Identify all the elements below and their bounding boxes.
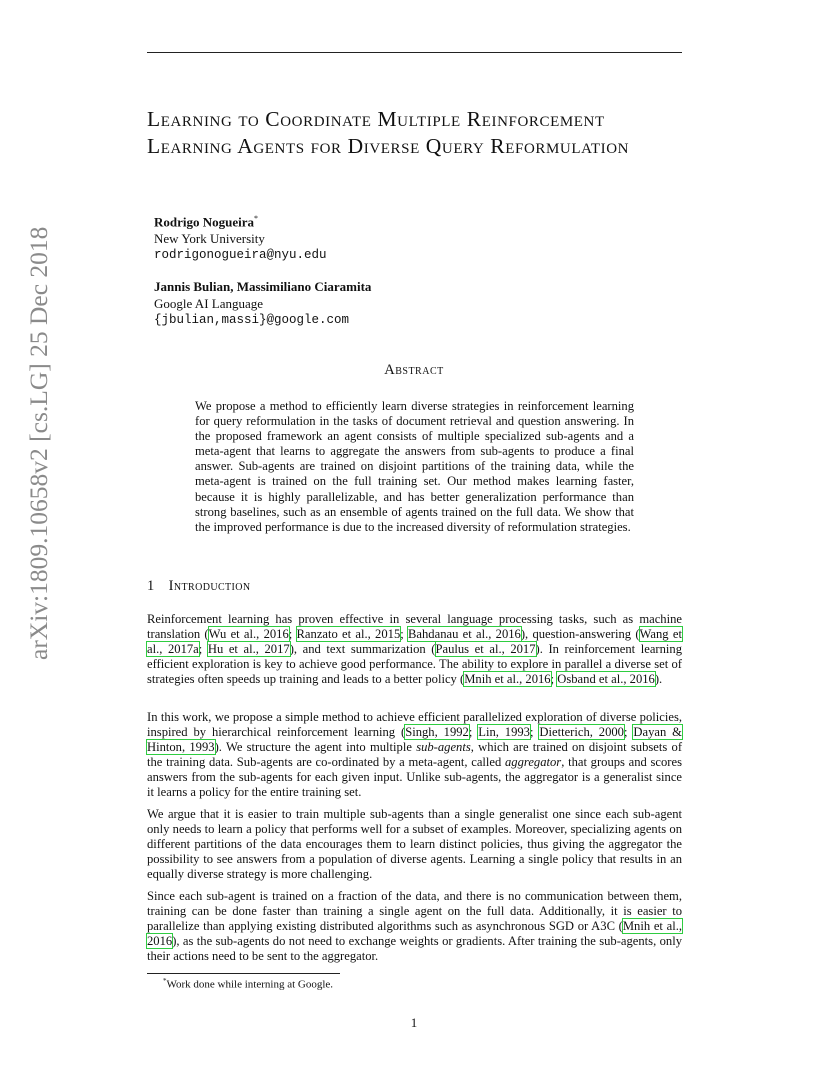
footnote-mark: * xyxy=(163,977,167,985)
citation-link[interactable]: Bahdanau et al., 2016 xyxy=(408,627,521,642)
citation-link[interactable]: Wang et al., 2017a xyxy=(147,627,682,657)
footnote-mark: * xyxy=(254,214,259,223)
arxiv-identifier xyxy=(24,226,64,660)
page-number: 1 xyxy=(410,1015,418,1030)
text-run: Reinforcement learning has proven effective in several language processing tasks, such as machine translation ( xyxy=(147,612,682,642)
citation-link[interactable]: Hu et al., 2017 xyxy=(207,642,290,657)
text-run: ; xyxy=(198,642,208,657)
text-run: ; xyxy=(623,725,634,740)
text-run: In this work, we propose a simple method to achieve efficient parallelized exploration of diverse policies, inspired by hierarchical reinforcement learning ( xyxy=(147,710,682,740)
arxiv-identifier-text: arXiv:1809.10658v2 [cs.LG] 25 Dec 2018 xyxy=(24,226,53,660)
footnote xyxy=(163,977,333,991)
citation-link[interactable]: Dayan & Hinton, 1993 xyxy=(147,725,682,755)
section-title: Introduction xyxy=(168,578,251,594)
text-run: ), and text summarization ( xyxy=(289,642,436,657)
footnote-rule xyxy=(147,973,340,974)
author-email: {jbulian,massi}@google.com xyxy=(154,313,350,327)
paper-title: Learning to Coordinate Multiple Reinforcement Learning Agents for Diverse Query Reformulation xyxy=(147,107,630,158)
emphasis: aggregator xyxy=(505,755,562,770)
abstract-heading: Abstract xyxy=(384,362,444,378)
citation-link[interactable]: Osband et al., 2016 xyxy=(557,672,655,687)
text-run: ), as the sub-agents do not need to exchange weights or gradients. After training the sub-agents, only their actions need to be sent to the aggregator. xyxy=(147,934,682,964)
paragraph-3: We argue that it is easier to train multiple sub-agents than a single generalist one since each sub-agent only needs to learn a policy that performs well for a subset of examples. Moreover, specializing agents on different partitions of the data encourages them to learn distinct policies, thus giving the aggregator the possibility to see answers from a population of diverse agents. Learning a single policy that results in an equally diverse strategy is more challenging. xyxy=(147,807,682,882)
author-block-2 xyxy=(154,278,371,329)
text-run: ). We structure the agent into multiple xyxy=(214,740,417,755)
citation-link[interactable]: Singh, 1992 xyxy=(405,725,469,740)
citation-link[interactable]: Mnih et al., 2016 xyxy=(147,919,682,949)
section-number: 1 xyxy=(147,578,155,594)
citation-link[interactable]: Mnih et al., 2016 xyxy=(464,672,551,687)
citation-link[interactable]: Paulus et al., 2017 xyxy=(435,642,536,657)
text-run: ; xyxy=(288,627,297,642)
text-run: , which are trained on disjoint subsets of the training data. Sub-agents are co-ordinated by a meta-agent, called xyxy=(147,740,683,770)
footnote-text: Work done while interning at Google. xyxy=(166,978,334,991)
text-run: ; xyxy=(529,725,540,740)
text-run: ; xyxy=(550,672,558,687)
citation-link[interactable]: Dietterich, 2000 xyxy=(539,725,624,740)
top-rule xyxy=(147,52,682,53)
paragraph-1 xyxy=(147,612,682,687)
paragraph-4 xyxy=(147,889,682,964)
citation-link[interactable]: Ranzato et al., 2015 xyxy=(296,627,401,642)
author-block-1 xyxy=(154,210,327,264)
section-heading xyxy=(147,578,251,595)
emphasis: sub-agents xyxy=(416,740,471,755)
author-affiliation: Google AI Language xyxy=(154,296,264,311)
author-name: Rodrigo Nogueira xyxy=(154,214,255,230)
author-affiliation: New York University xyxy=(154,231,265,247)
paragraph-2 xyxy=(147,710,682,801)
text-run: ). xyxy=(654,672,663,687)
text-run: Since each sub-agent is trained on a fraction of the data, and there is no communication between them, training can be done faster than training a single agent on the full data. Additionally, it is easier to parallelize than applying existing distributed algorithms such as asynchronous SGD or A3C ( xyxy=(147,889,682,934)
author-email: rodrigonogueira@nyu.edu xyxy=(154,248,327,263)
citation-link[interactable]: Lin, 1993 xyxy=(478,725,530,740)
author-name: Jannis Bulian, Massimiliano Ciaramita xyxy=(154,279,372,294)
citation-link[interactable]: Wu et al., 2016 xyxy=(208,627,289,642)
text-run: , that groups and scores answers from the sub-agents for each given input. Unlike sub-agents, the aggregator is a generalist since it learns a policy for the entire training set. xyxy=(147,755,682,800)
text-run: ; xyxy=(400,627,409,642)
text-run: ; xyxy=(468,725,479,740)
text-run: ), question-answering ( xyxy=(520,627,640,642)
abstract-text: We propose a method to efficiently learn diverse strategies in reinforcement learning for query reformulation in the tasks of document retrieval and question answering. In the proposed framework an agent consists of multiple specialized sub-agents and a meta-agent that learns to aggregate the answers from sub-agents to produce a final answer. Sub-agents are trained on disjoint partitions of the training data, while the meta-agent is trained on the full training set. Our method makes learning faster, because it is highly parallelizable, and has better generalization performance than strong baselines, such as an ensemble of agents trained on the full data. We show that the improved performance is due to the increased diversity of reformulation strategies. xyxy=(195,399,634,534)
text-run: ). In reinforcement learning efficient exploration is key to achieve good performance. The ability to explore in parallel a diverse set of strategies often speeds up training and leads to a better policy ( xyxy=(147,642,683,687)
